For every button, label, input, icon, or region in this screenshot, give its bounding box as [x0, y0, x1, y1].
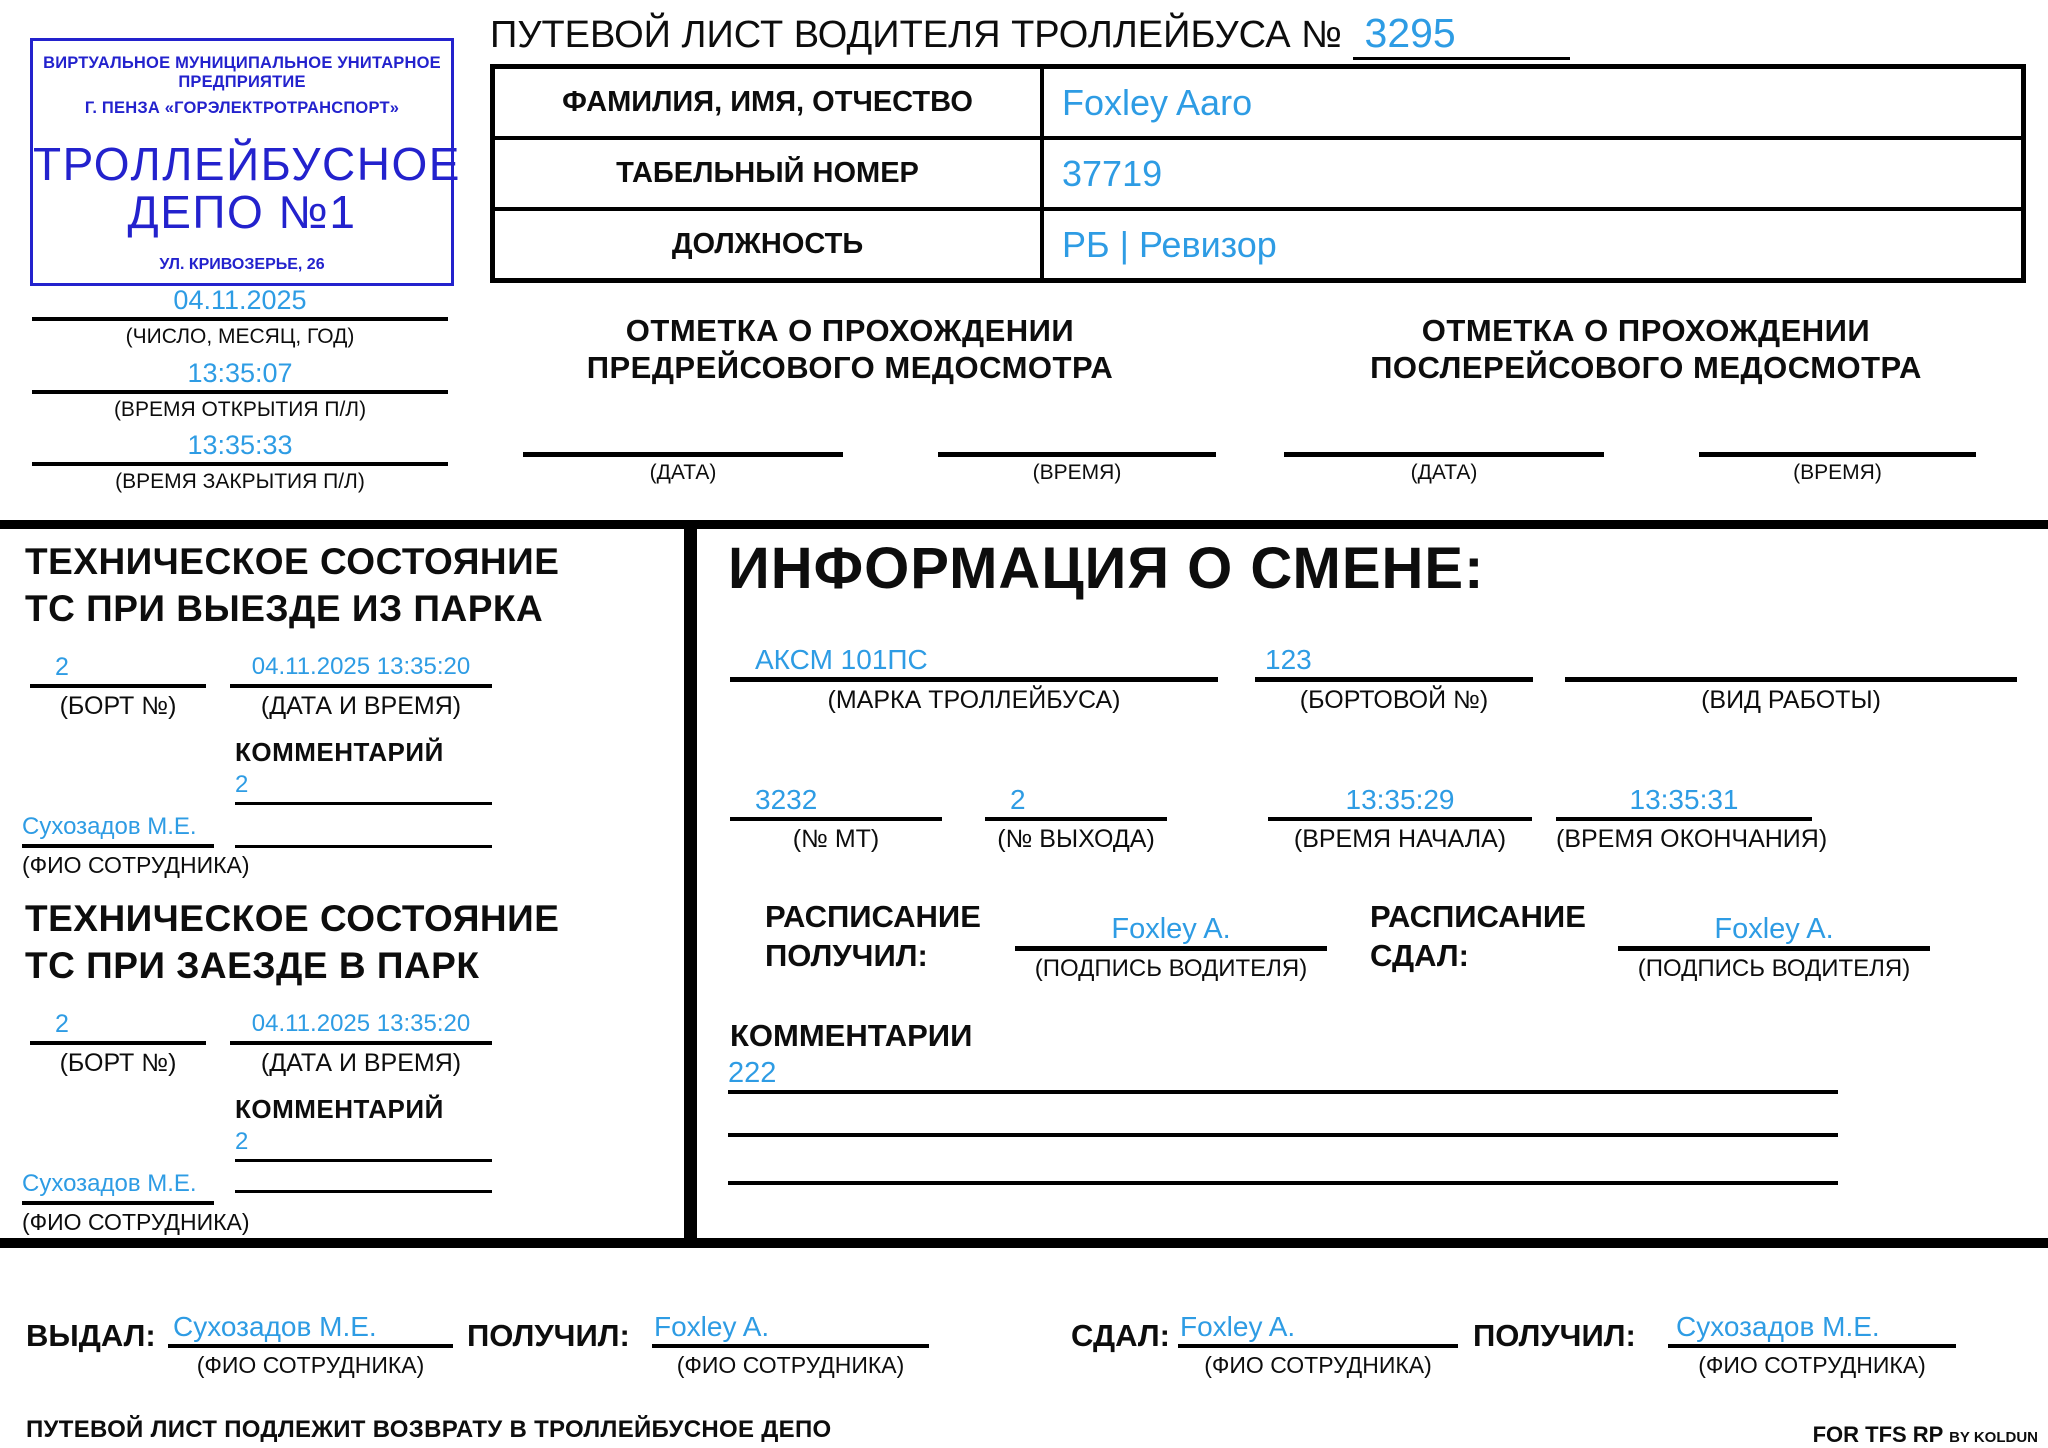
schedule-received-heading-line2: ПОЛУЧИЛ: [765, 937, 928, 973]
pre-med-date-label: (ДАТА) [649, 461, 717, 484]
underline [1668, 1344, 1956, 1348]
tech-out-comment-line2 [235, 845, 492, 848]
shift-info-heading: ИНФОРМАЦИЯ О СМЕНЕ: [728, 536, 1485, 601]
underline [1015, 946, 1327, 951]
tech-in-comment-field [235, 1125, 492, 1162]
returned-by-field [1178, 1310, 1458, 1379]
tech-in-employee-value: Сухозадов М.Е. [22, 1170, 197, 1197]
board-number-field [1255, 643, 1533, 715]
tech-out-employee-label: (ФИО СОТРУДНИКА) [22, 852, 250, 878]
tech-out-employee-field [22, 810, 250, 879]
start-time-field [1268, 783, 1532, 854]
employee-fio-label: (ФИО СОТРУДНИКА) [196, 1352, 425, 1378]
pre-med-date-field [523, 452, 843, 485]
underline [1699, 452, 1976, 457]
end-time-label: (ВРЕМЯ ОКОНЧАНИЯ) [1556, 825, 1828, 853]
tech-out-comment-heading: КОММЕНТАРИЙ [235, 737, 444, 767]
underline [1178, 1344, 1458, 1348]
stamp-address: УЛ. КРИВОЗЕРЬЕ, 26 [159, 256, 325, 273]
tech-in-comment-heading: КОММЕНТАРИЙ [235, 1094, 444, 1124]
waybill-date-value: 04.11.2025 [173, 285, 307, 315]
tech-out-datetime-field [230, 650, 492, 721]
tech-in-datetime-label: (ДАТА И ВРЕМЯ) [260, 1049, 462, 1077]
comments-value: 222 [728, 1057, 777, 1089]
tech-in-heading-line1: ТЕХНИЧЕСКОЕ СОСТОЯНИЕ [25, 898, 560, 939]
start-time-value: 13:35:29 [1345, 784, 1455, 815]
tech-out-heading-line1: ТЕХНИЧЕСКОЕ СОСТОЯНИЕ [25, 541, 560, 582]
table-row [495, 207, 2021, 278]
work-type-label: (ВИД РАБОТЫ) [1701, 686, 1881, 714]
underline [1268, 817, 1532, 821]
underline [168, 1344, 453, 1348]
credit-sub: BY KOLDUN [1949, 1429, 2038, 1446]
post-trip-med-title [1290, 313, 2002, 386]
comments-field [728, 1056, 1838, 1094]
schedule-received-signature-value: Foxley A. [1111, 913, 1231, 945]
stamp-enterprise-line1: ВИРТУАЛЬНОЕ МУНИЦИПАЛЬНОЕ УНИТАРНОЕ ПРЕДПРИЯТИЕ [43, 54, 441, 91]
underline [22, 844, 214, 848]
exit-number-value: 2 [1010, 784, 1026, 815]
stamp-depot-name-line2: ДЕПО №1 [127, 186, 357, 239]
underline [985, 817, 1167, 821]
board-number-value: 123 [1265, 644, 1312, 675]
post-trip-med-title-line1: ОТМЕТКА О ПРОХОЖДЕНИИ [1421, 313, 1871, 348]
fio-row-value: Foxley Aaro [1062, 81, 1253, 123]
section-vertical-divider [684, 529, 697, 1238]
tech-in-heading [25, 895, 675, 990]
tech-in-comment-value: 2 [235, 1128, 249, 1155]
pre-trip-med-title [500, 313, 1200, 386]
underline [1618, 946, 1930, 951]
driver-signature-label: (ПОДПИСЬ ВОДИТЕЛЯ) [1637, 955, 1911, 982]
underline [32, 317, 448, 321]
mt-number-label: (№ МТ) [792, 825, 880, 853]
work-type-value [1565, 643, 2017, 677]
waybill-date-field [32, 283, 448, 349]
return-notice: ПУТЕВОЙ ЛИСТ ПОДЛЕЖИТ ВОЗВРАТУ В ТРОЛЛЕЙБУСНОЕ ДЕПО [26, 1416, 832, 1443]
tech-out-heading [25, 538, 675, 633]
table-row [495, 136, 2021, 207]
post-med-date-field [1284, 452, 1604, 485]
post-med-time-field [1699, 452, 1976, 485]
received-back-by-field [1668, 1310, 1956, 1379]
tech-out-board-value: 2 [55, 653, 69, 681]
underline [523, 452, 843, 457]
schedule-received-heading-line1: РАСПИСАНИЕ [765, 899, 981, 934]
position-row-label: ДОЛЖНОСТЬ [495, 211, 1044, 278]
underline [230, 1041, 492, 1045]
driver-signature-label: (ПОДПИСЬ ВОДИТЕЛЯ) [1034, 955, 1308, 982]
underline [1565, 677, 2017, 682]
pre-trip-med-title-line1: ОТМЕТКА О ПРОХОЖДЕНИИ [625, 313, 1075, 348]
comments-heading: КОММЕНТАРИИ [730, 1018, 973, 1053]
mt-number-value: 3232 [755, 784, 818, 815]
tab-number-row-label: ТАБЕЛЬНЫЙ НОМЕР [495, 140, 1044, 207]
received-back-by-label: ПОЛУЧИЛ: [1473, 1318, 1636, 1353]
tech-in-employee-label: (ФИО СОТРУДНИКА) [22, 1209, 250, 1235]
exit-number-field [985, 783, 1167, 854]
position-row-value: РБ | Ревизор [1062, 223, 1277, 265]
underline [730, 817, 942, 821]
pre-med-time-label: (ВРЕМЯ) [1032, 461, 1122, 484]
tech-in-heading-line2: ТС ПРИ ЗАЕЗДЕ В ПАРК [25, 945, 480, 987]
underline [30, 1041, 206, 1045]
underline [1556, 817, 1812, 821]
schedule-returned-heading-line1: РАСПИСАНИЕ [1370, 899, 1586, 934]
credit-note [1813, 1422, 2038, 1448]
tech-in-datetime-value: 04.11.2025 13:35:20 [251, 1010, 471, 1037]
trolleybus-brand-field [730, 643, 1218, 715]
employee-fio-label: (ФИО СОТРУДНИКА) [1204, 1352, 1432, 1378]
underline [22, 1201, 214, 1205]
waybill-date-label: (ЧИСЛО, МЕСЯЦ, ГОД) [125, 325, 355, 348]
comments-line2 [728, 1133, 1838, 1137]
mt-number-field [730, 783, 942, 854]
trolleybus-brand-value: АКСМ 101ПС [755, 644, 928, 675]
schedule-returned-signature-value: Foxley A. [1714, 913, 1834, 945]
schedule-received-heading [765, 898, 981, 976]
schedule-returned-heading [1370, 898, 1586, 976]
received-by-label: ПОЛУЧИЛ: [467, 1318, 630, 1353]
schedule-returned-signature-field [1618, 912, 1930, 983]
issued-by-value: Сухозадов М.Е. [173, 1311, 377, 1342]
document-title [490, 10, 1570, 60]
driver-info-table [490, 64, 2026, 283]
section-bottom-divider [0, 1238, 2048, 1248]
open-time-label: (ВРЕМЯ ОТКРЫТИЯ П/Л) [113, 398, 367, 421]
close-time-field [32, 428, 448, 494]
underline [230, 684, 492, 688]
underline [30, 684, 206, 688]
tech-out-datetime-label: (ДАТА И ВРЕМЯ) [260, 692, 462, 720]
tech-in-datetime-field [230, 1007, 492, 1078]
tech-in-board-field [30, 1007, 206, 1078]
underline [235, 802, 492, 805]
underline [728, 1090, 1838, 1094]
issued-by-label: ВЫДАЛ: [26, 1318, 156, 1353]
post-med-date-label: (ДАТА) [1410, 461, 1478, 484]
credit-main: FOR TFS RP [1812, 1422, 1943, 1447]
section-top-divider [0, 520, 2048, 529]
tech-in-board-label: (БОРТ №) [59, 1049, 177, 1077]
tech-out-board-label: (БОРТ №) [59, 692, 177, 720]
tech-in-board-value: 2 [55, 1010, 69, 1038]
table-row [495, 69, 2021, 136]
trolleybus-brand-label: (МАРКА ТРОЛЛЕЙБУСА) [827, 686, 1121, 714]
underline [938, 452, 1216, 457]
schedule-received-signature-field [1015, 912, 1327, 983]
tech-out-comment-field [235, 768, 492, 805]
end-time-field [1556, 783, 1828, 854]
post-trip-med-title-line2: ПОСЛЕРЕЙСОВОГО МЕДОСМОТРА [1370, 349, 1922, 385]
tech-out-heading-line2: ТС ПРИ ВЫЕЗДЕ ИЗ ПАРКА [25, 588, 544, 630]
pre-med-time-field [938, 452, 1216, 485]
open-time-value: 13:35:07 [187, 358, 293, 388]
tab-number-row-value: 37719 [1062, 152, 1163, 194]
work-type-field [1565, 643, 2017, 715]
underline [730, 677, 1218, 682]
returned-by-value: Foxley A. [1180, 1311, 1296, 1342]
open-time-field [32, 356, 448, 422]
close-time-value: 13:35:33 [187, 430, 293, 460]
pre-trip-med-title-line2: ПРЕДРЕЙСОВОГО МЕДОСМОТРА [586, 349, 1114, 385]
underline [32, 390, 448, 394]
end-time-value: 13:35:31 [1629, 784, 1739, 815]
post-med-time-label: (ВРЕМЯ) [1793, 461, 1882, 484]
fio-row-label: ФАМИЛИЯ, ИМЯ, ОТЧЕСТВО [495, 69, 1044, 136]
underline [652, 1344, 929, 1348]
depot-stamp [30, 38, 461, 286]
stamp-enterprise-line2: Г. ПЕНЗА «ГОРЭЛЕКТРОТРАНСПОРТ» [84, 99, 400, 117]
exit-number-label: (№ ВЫХОДА) [997, 825, 1155, 853]
issued-by-field [168, 1310, 453, 1379]
employee-fio-label: (ФИО СОТРУДНИКА) [676, 1352, 905, 1378]
tech-out-employee-value: Сухозадов М.Е. [22, 813, 197, 840]
board-number-label: (БОРТОВОЙ №) [1299, 686, 1489, 714]
received-by-value: Foxley A. [654, 1311, 770, 1342]
employee-fio-label: (ФИО СОТРУДНИКА) [1698, 1352, 1926, 1378]
underline [1284, 452, 1604, 457]
stamp-depot-name-line1: ТРОЛЛЕЙБУСНОЕ [33, 138, 461, 190]
document-title-text: ПУТЕВОЙ ЛИСТ ВОДИТЕЛЯ ТРОЛЛЕЙБУСА № [490, 14, 1342, 56]
comments-line3 [728, 1181, 1838, 1185]
close-time-label: (ВРЕМЯ ЗАКРЫТИЯ П/Л) [115, 470, 365, 493]
waybill-number: 3295 [1353, 10, 1570, 60]
tech-out-board-field [30, 650, 206, 721]
tech-out-comment-value: 2 [235, 771, 249, 798]
underline [235, 1159, 492, 1162]
received-back-by-value: Сухозадов М.Е. [1676, 1311, 1880, 1342]
received-by-field [652, 1310, 929, 1379]
underline [1255, 677, 1533, 682]
tech-out-datetime-value: 04.11.2025 13:35:20 [251, 653, 471, 680]
tech-in-employee-field [22, 1167, 250, 1236]
underline [32, 462, 448, 466]
tech-in-comment-line2 [235, 1190, 492, 1193]
start-time-label: (ВРЕМЯ НАЧАЛА) [1293, 825, 1507, 853]
returned-by-label: СДАЛ: [1071, 1318, 1170, 1353]
schedule-returned-heading-line2: СДАЛ: [1370, 937, 1469, 973]
